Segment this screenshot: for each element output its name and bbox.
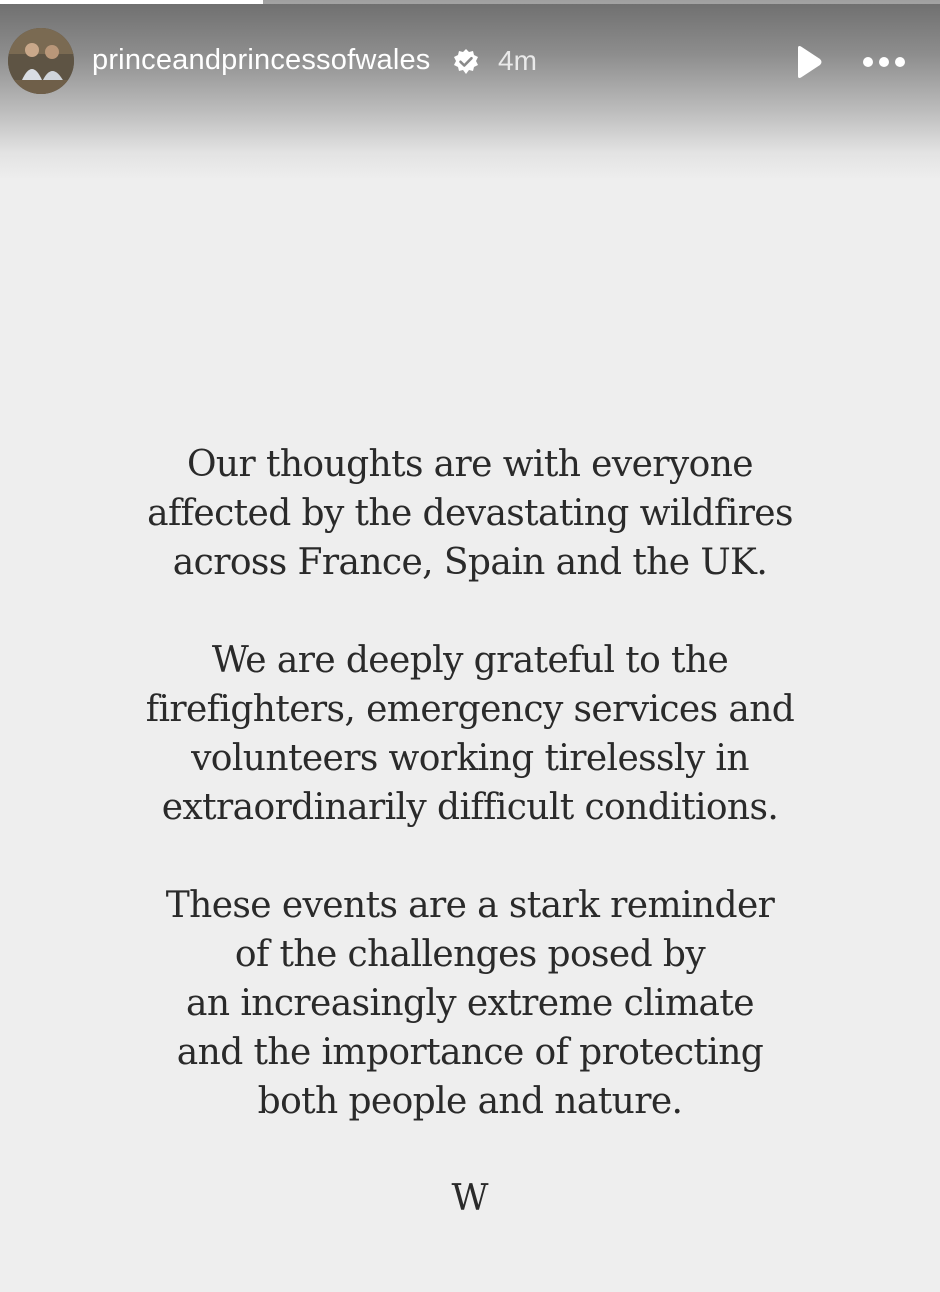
- more-options-button[interactable]: [858, 46, 910, 78]
- post-timestamp: 4m: [498, 45, 537, 76]
- message-paragraph-3: These events are a stark reminder of the challenges posed by an increasingly extreme climate and the importance of protecting both people and nature.: [165, 885, 775, 1122]
- verified-badge-icon: [452, 48, 480, 76]
- username[interactable]: princeandprincessofwales: [92, 44, 431, 76]
- play-button[interactable]: [788, 42, 828, 82]
- story-message: [60, 440, 880, 1175]
- message-paragraph-1: Our thoughts are with everyone affected by the devastating wildfires across France, Spain and the UK.: [147, 444, 793, 583]
- more-options-icon: [858, 46, 910, 78]
- avatar[interactable]: [8, 28, 74, 94]
- avatar-photo: [8, 28, 74, 94]
- story-header: [8, 26, 932, 98]
- play-icon: [788, 42, 828, 82]
- story-progress-bar: [0, 0, 940, 4]
- message-paragraph-2: We are deeply grateful to the firefighters, emergency services and volunteers working tirelessly in extraordinarily difficult conditions.: [145, 640, 795, 828]
- story-progress-fill: [0, 0, 263, 4]
- signature: W: [451, 1178, 489, 1219]
